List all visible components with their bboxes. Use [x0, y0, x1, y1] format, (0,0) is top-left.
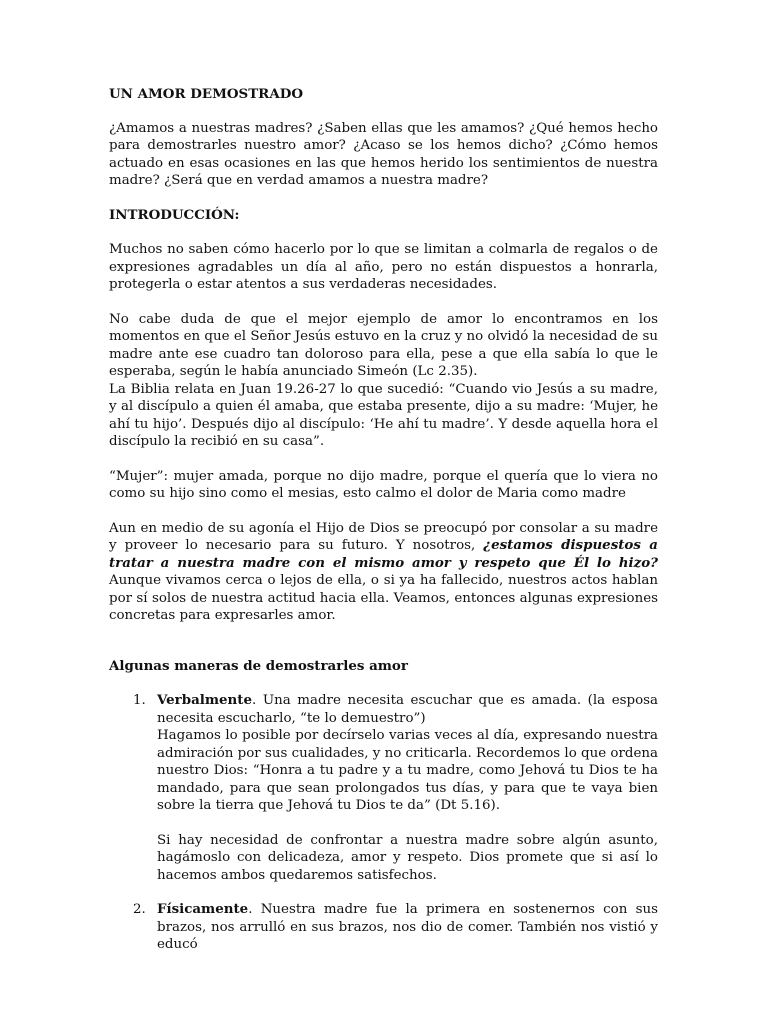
paragraph-4: “Mujer”: mujer amada, porque no dijo madre, porque el quería que lo viera no como su hijo sino como el mesias, esto calmo el dolor de Maria como madre	[109, 468, 658, 501]
list-item-term: Físicamente	[157, 901, 249, 917]
paragraph-5-end: Aunque vivamos cerca o lejos de ella, o si ya ha fallecido, nuestros actos hablan por sí solos de nuestra actitud hacia ella. Veamos, entonces algunas expresiones concretas para expresarles amor.	[109, 573, 658, 623]
document-page	[109, 86, 658, 971]
paragraph-5-start: Aun en medio de su agonía el Hijo de Dios se preocupó por consolar a su madre y proveer lo necesario para su futuro. Y nosotros,	[109, 520, 658, 553]
ways-list	[109, 692, 658, 954]
paragraph-2: No cabe duda de que el mejor ejemplo de amor lo encontramos en los momentos en que el Señor Jesús estuvo en la cruz y no olvidó la necesidad de su madre ante ese cuadro tan doloroso para ella, pese a que ella sabía lo que le esperaba, según le había anunciado Simeón (Lc 2.35).	[109, 311, 658, 379]
list-item-text	[157, 901, 658, 954]
list-item	[109, 692, 658, 884]
document-title: UN AMOR DEMOSTRADO	[109, 86, 303, 102]
list-item-text-3: Si hay necesidad de confrontar a nuestra madre sobre algún asunto, hagámoslo con delicadeza, amor y respeto. Dios promete que si así lo hacemos ambos quedaremos satisfechos.	[157, 832, 658, 883]
paragraph-5-emphasis: ¿estamos dispuestos a tratar a nuestra madre con el mismo amor y respeto que Él lo hizo?	[109, 537, 658, 571]
list-item-number: 1.	[133, 693, 146, 708]
paragraph-5	[109, 520, 658, 625]
list-item-text-1: . Nuestra madre fue la primera en sostenernos con sus brazos, nos arrulló en sus brazos, nos dio de comer. También nos vistió y educó	[157, 902, 658, 952]
list-item-number: 2.	[133, 902, 146, 917]
paragraph-1: Muchos no saben cómo hacerlo por lo que se limitan a colmarla de regalos o de expresiones agradables un día al año, pero no están dispuestos a honrarla, protegerla o estar atentos a sus verdaderas necesidades.	[109, 242, 658, 292]
paragraph-3: La Biblia relata en Juan 19.26-27 lo que sucedió: “Cuando vio Jesús a su madre, y al discípulo a quien él amaba, que estaba presente, dijo a su madre: ‘Mujer, he ahí tu hijo’. Después dijo al discípulo: ‘He ahí tu madre’. Y desde aquella hora el discípulo la recibió en su casa”.	[109, 381, 658, 449]
intro-questions: ¿Amamos a nuestras madres? ¿Saben ellas que les amamos? ¿Qué hemos hecho para demostrarles nuestro amor? ¿Acaso se los hemos dicho? ¿Cómo hemos actuado en esas ocasiones en las que hemos herido los sentimientos de nuestra madre? ¿Será que en verdad amamos a nuestra madre?	[109, 120, 658, 188]
list-item-term: Verbalmente	[157, 692, 252, 708]
list-item-text-2: Hagamos lo posible por decírselo varias veces al día, expresando nuestra admiración por sus cualidades, y no criticarla. Recordemos lo que ordena nuestro Dios: “Honra a tu padre y a tu madre, como Jehová tu Dios te ha mandado, para que sean prolongados tus días, y para que te vaya bien sobre la tierra que Jehová tu Dios te da” (Dt 5.16).	[157, 728, 658, 813]
ways-heading: Algunas maneras de demostrarles amor	[109, 657, 408, 674]
list-item-text	[157, 692, 658, 727]
list-item	[109, 901, 658, 954]
introduction-heading: INTRODUCCIÓN:	[109, 206, 240, 223]
list-item-text-1: . Una madre necesita escuchar que es amada. (la esposa necesita escucharlo, “te lo demuestro”)	[157, 693, 658, 726]
